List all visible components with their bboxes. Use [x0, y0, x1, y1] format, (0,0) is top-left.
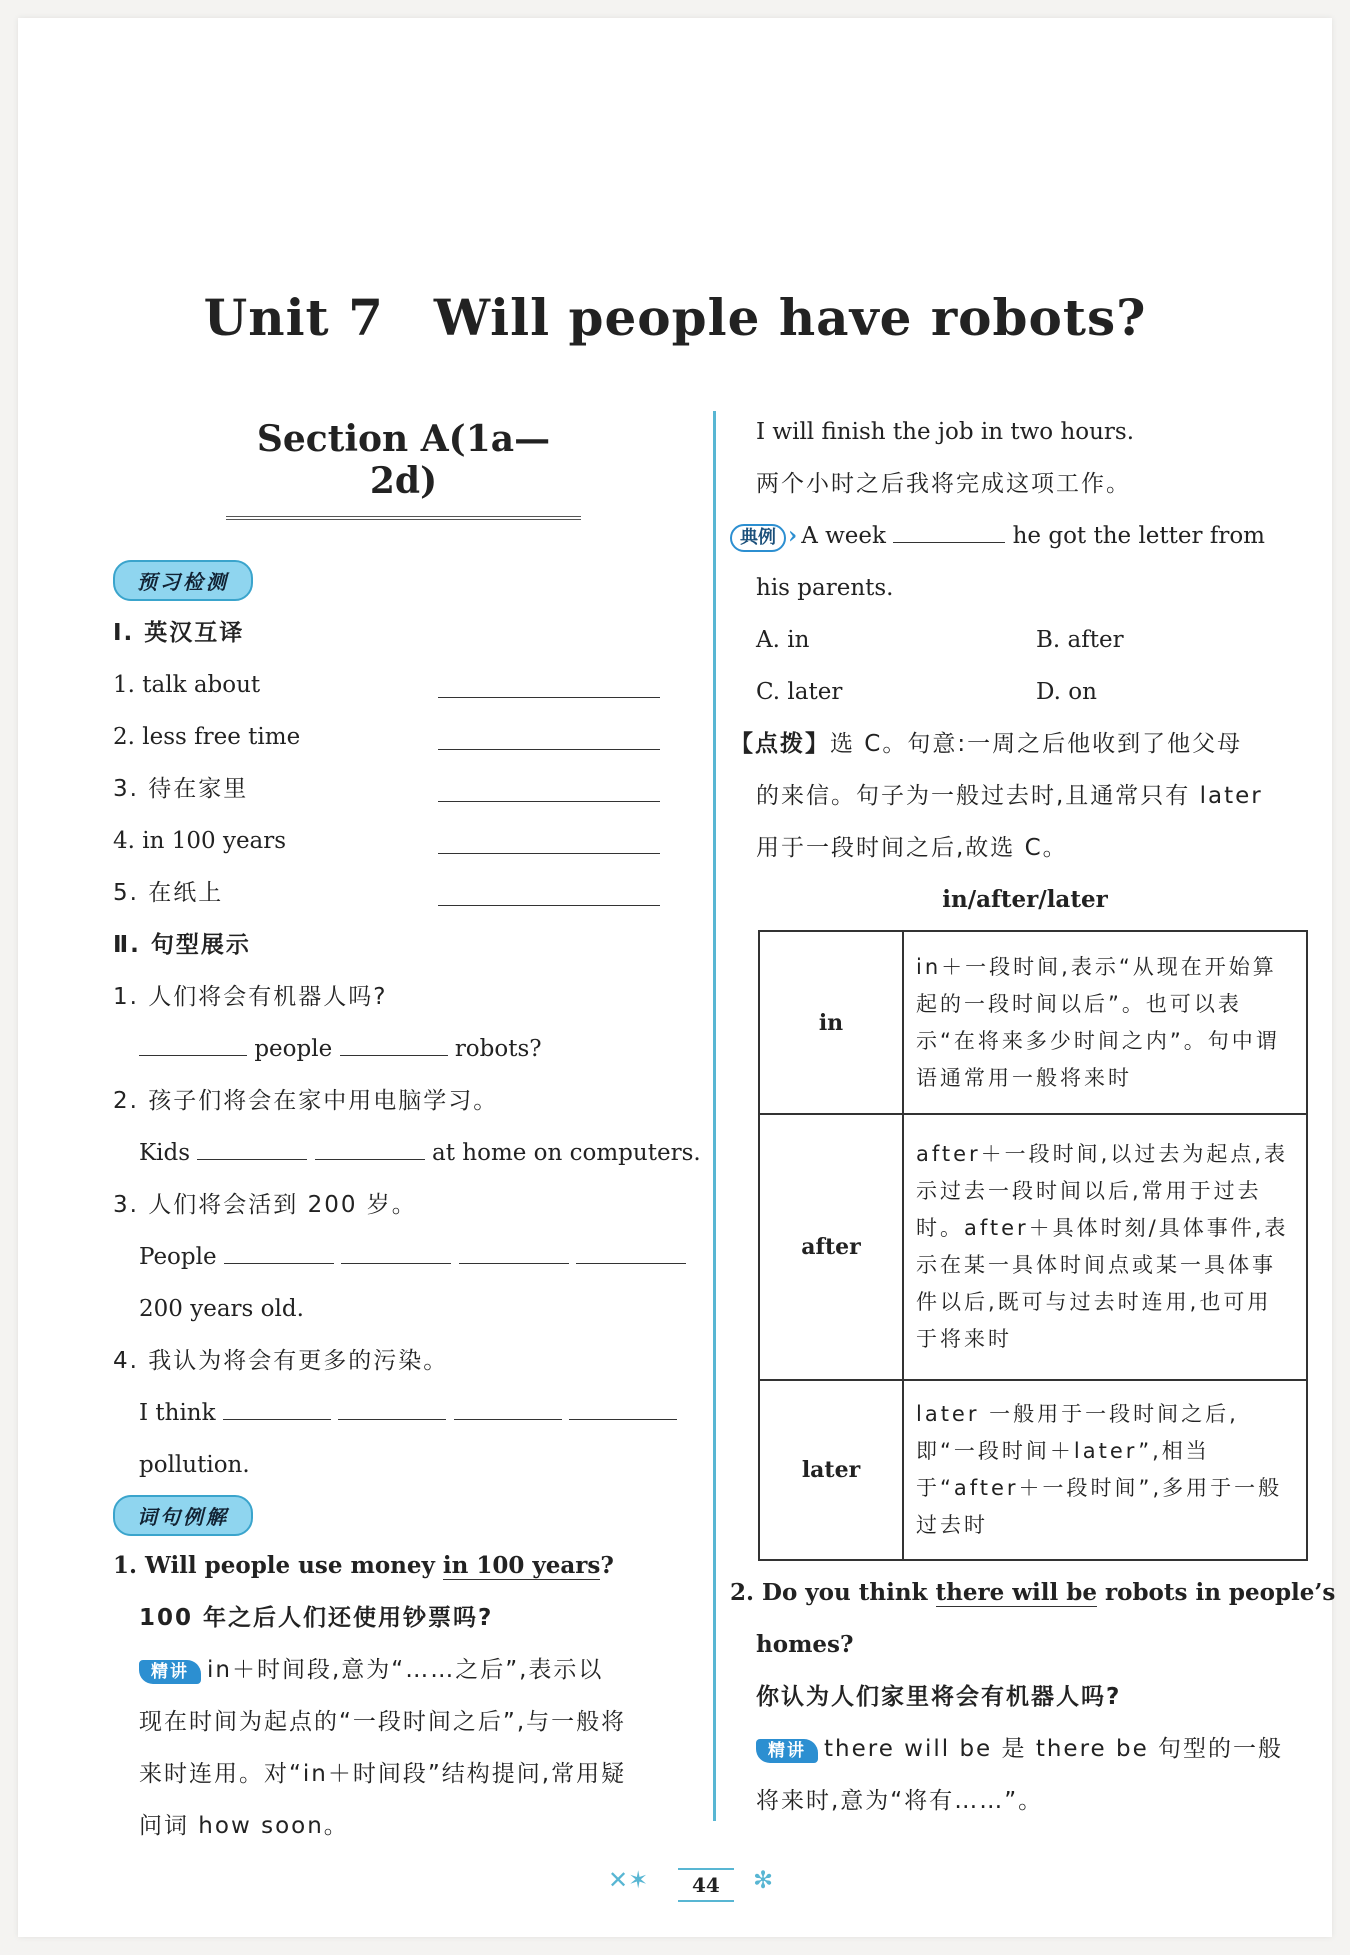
row-desc: after＋一段时间,以过去为起点,表示过去一段时间以后,常用于过去时。after＋具体时刻/具体事件,表示在某一具体时间点或某一具体事件以后,既可与过去时连用,也可用于将来时	[903, 1114, 1307, 1380]
translate-item-2: 2. less free time	[113, 711, 703, 763]
answer-blank[interactable]	[569, 1397, 677, 1420]
comparison-table	[758, 930, 1308, 1561]
answer-blank[interactable]	[438, 749, 660, 750]
row-key: in	[759, 931, 903, 1114]
palm-tree-icon: ✻	[753, 1866, 774, 1894]
explain-2-line-1: 精讲 there will be 是 there be 句型的一般	[730, 1723, 1320, 1775]
right-column	[730, 406, 1336, 1827]
explain-1-line-2: 现在时间为起点的“一段时间之后”,与一般将	[139, 1709, 627, 1735]
page-number: 44	[678, 1868, 734, 1902]
sentence-3-end: 200 years old.	[139, 1296, 304, 1322]
explain-2-translation: 你认为人们家里将会有机器人吗?	[756, 1684, 1122, 1710]
example-cn: 两个小时之后我将完成这项工作。	[756, 471, 1131, 497]
sentence-1-cn: 1. 人们将会有机器人吗?	[113, 984, 388, 1010]
table-title: in/after/later	[942, 886, 1108, 913]
sentence-2-cn: 2. 孩子们将会在家中用电脑学习。	[113, 1088, 499, 1114]
column-divider	[713, 411, 716, 1821]
row-desc: later 一般用于一段时间之后,即“一段时间＋later”,相当于“after＋一段时间”,多用于一般过去时	[903, 1380, 1307, 1560]
answer-blank[interactable]	[438, 801, 660, 802]
answer-blank[interactable]	[893, 520, 1005, 543]
hint-line-3: 用于一段时间之后,故选 C。	[756, 835, 1068, 861]
answer-blank[interactable]	[224, 1241, 334, 1264]
explain-1-line-1: 精讲 in＋时间段,意为“……之后”,表示以	[113, 1644, 703, 1696]
table-row	[759, 1114, 1307, 1380]
translate-item-1: 1. talk about	[113, 659, 703, 711]
explain-1-line-4: 问词 how soon。	[139, 1813, 349, 1839]
sentence-4-cn: 4. 我认为将会有更多的污染。	[113, 1348, 449, 1374]
answer-blank[interactable]	[315, 1137, 425, 1160]
option-b[interactable]: B. after	[1036, 627, 1124, 653]
option-d[interactable]: D. on	[1036, 679, 1097, 705]
hint-line-1: 【点拨】选 C。句意:一周之后他收到了他父母	[730, 731, 1243, 757]
answer-blank[interactable]	[438, 697, 660, 698]
unit-number: Unit 7	[203, 288, 384, 347]
answer-blank[interactable]	[139, 1033, 247, 1056]
sentence-3-cn: 3. 人们将会活到 200 岁。	[113, 1192, 417, 1218]
sentence-4-end: pollution.	[139, 1452, 250, 1478]
example-badge: 典例	[730, 524, 786, 552]
options-row-2	[730, 666, 1320, 718]
sentence-1-en: people robots?	[113, 1023, 703, 1075]
answer-blank[interactable]	[341, 1241, 451, 1264]
explain-1-question: 1. Will people use money in 100 years?	[113, 1552, 614, 1579]
translate-item-5: 5. 在纸上	[113, 867, 703, 919]
explain-tag: 词句例解	[113, 1495, 253, 1536]
explain-1-line-3: 来时连用。对“in＋时间段”结构提问,常用疑	[139, 1761, 627, 1787]
explain-2-line-2: 将来时,意为“将有……”。	[756, 1788, 1044, 1814]
key-point-badge: 精讲	[139, 1660, 201, 1684]
answer-blank[interactable]	[438, 905, 660, 906]
row-key: after	[759, 1114, 903, 1380]
part2-heading: Ⅱ. 句型展示	[113, 932, 251, 958]
example-question-line2: his parents.	[756, 575, 894, 601]
answer-blank[interactable]	[459, 1241, 569, 1264]
row-desc: in＋一段时间,表示“从现在开始算起的一段时间以后”。也可以表示“在将来多少时间之内”。句中谓语通常用一般将来时	[903, 931, 1307, 1114]
workbook-page	[18, 18, 1336, 1937]
explain-1-translation: 100 年之后人们还使用钞票吗?	[139, 1605, 494, 1631]
section-title: Section A(1a—2d)	[226, 418, 581, 520]
table-row	[759, 931, 1307, 1114]
key-point-badge: 精讲	[756, 1739, 818, 1763]
translate-item-3: 3. 待在家里	[113, 763, 703, 815]
option-c[interactable]: C. later	[756, 679, 843, 705]
answer-blank[interactable]	[438, 853, 660, 854]
row-key: later	[759, 1380, 903, 1560]
unit-title	[18, 288, 1332, 347]
option-a[interactable]: A. in	[756, 627, 810, 653]
star-decoration-icon: ✕✶	[608, 1866, 649, 1894]
answer-blank[interactable]	[223, 1397, 331, 1420]
answer-blank[interactable]	[340, 1033, 448, 1056]
preview-tag: 预习检测	[113, 560, 253, 601]
answer-blank[interactable]	[338, 1397, 446, 1420]
part1-heading: Ⅰ. 英汉互译	[113, 620, 245, 646]
answer-blank[interactable]	[576, 1241, 686, 1264]
example-question: 典例 › A week he got the letter from	[730, 510, 1320, 562]
sentence-4-en: I think	[113, 1387, 703, 1439]
answer-blank[interactable]	[454, 1397, 562, 1420]
sentence-2-en: Kids at home on computers.	[113, 1127, 703, 1179]
table-row	[759, 1380, 1307, 1560]
left-column	[113, 418, 703, 1852]
example-en: I will finish the job in two hours.	[756, 419, 1135, 445]
explain-2-question: 2. Do you think there will be robots in people’s	[730, 1579, 1336, 1606]
hint-label: 【点拨】	[730, 731, 830, 757]
options-row-1	[730, 614, 1320, 666]
chevron-right-icon: ›	[788, 522, 798, 549]
explain-2-question-line2: homes?	[756, 1631, 854, 1658]
sentence-3-en: People	[113, 1231, 703, 1283]
answer-blank[interactable]	[197, 1137, 307, 1160]
unit-topic: Will people have robots?	[433, 288, 1147, 347]
translate-item-4: 4. in 100 years	[113, 815, 703, 867]
hint-line-2: 的来信。句子为一般过去时,且通常只有 later	[756, 783, 1263, 809]
